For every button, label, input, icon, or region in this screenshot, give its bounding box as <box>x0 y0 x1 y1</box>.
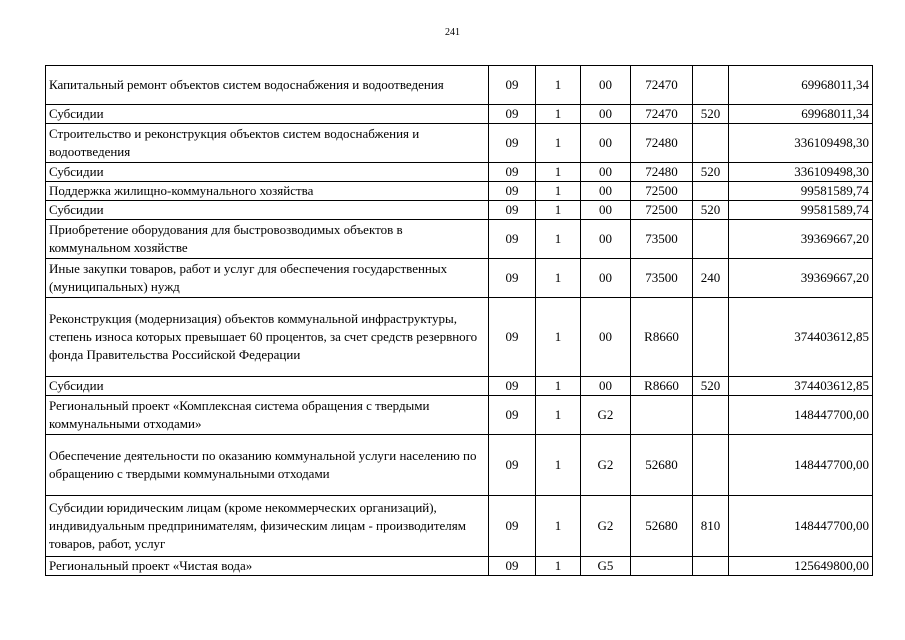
table-row <box>46 66 873 105</box>
table-row <box>46 396 873 435</box>
table-row <box>46 259 873 298</box>
row-vr <box>693 220 729 259</box>
row-csr: 72480 <box>631 163 693 182</box>
row-csr <box>631 396 693 435</box>
row-pr: 1 <box>536 182 581 201</box>
row-rz: 09 <box>489 182 536 201</box>
row-csr <box>631 557 693 576</box>
row-sub: G5 <box>581 557 631 576</box>
row-name: Обеспечение деятельности по оказанию коммунальной услуги населению по обращению с твердыми коммунальными отходами <box>46 435 489 496</box>
row-sub: G2 <box>581 496 631 557</box>
row-csr: 72500 <box>631 182 693 201</box>
row-rz: 09 <box>489 557 536 576</box>
row-vr: 520 <box>693 201 729 220</box>
row-csr: R8660 <box>631 298 693 377</box>
row-pr: 1 <box>536 496 581 557</box>
row-sum: 99581589,74 <box>729 182 873 201</box>
page-number: 241 <box>445 27 460 38</box>
row-rz: 09 <box>489 66 536 105</box>
row-pr: 1 <box>536 435 581 496</box>
row-sum: 336109498,30 <box>729 124 873 163</box>
table-row <box>46 182 873 201</box>
row-vr: 520 <box>693 105 729 124</box>
row-vr <box>693 182 729 201</box>
row-csr: 52680 <box>631 435 693 496</box>
row-csr: 52680 <box>631 496 693 557</box>
row-sum: 69968011,34 <box>729 105 873 124</box>
table-row <box>46 377 873 396</box>
budget-table-body <box>46 66 873 576</box>
row-pr: 1 <box>536 124 581 163</box>
row-name: Субсидии <box>46 163 489 182</box>
table-row <box>46 163 873 182</box>
row-sum: 374403612,85 <box>729 298 873 377</box>
row-pr: 1 <box>536 259 581 298</box>
row-sub: 00 <box>581 377 631 396</box>
row-name: Приобретение оборудования для быстровозводимых объектов в коммунальном хозяйстве <box>46 220 489 259</box>
row-csr: 72470 <box>631 105 693 124</box>
row-rz: 09 <box>489 496 536 557</box>
row-sum: 99581589,74 <box>729 201 873 220</box>
table-row <box>46 435 873 496</box>
row-pr: 1 <box>536 163 581 182</box>
row-rz: 09 <box>489 435 536 496</box>
row-vr: 520 <box>693 163 729 182</box>
row-vr <box>693 298 729 377</box>
row-rz: 09 <box>489 377 536 396</box>
row-csr: 73500 <box>631 259 693 298</box>
row-sub: 00 <box>581 298 631 377</box>
table-row <box>46 496 873 557</box>
row-name: Субсидии <box>46 105 489 124</box>
table-row <box>46 105 873 124</box>
row-sub: 00 <box>581 220 631 259</box>
row-sum: 148447700,00 <box>729 496 873 557</box>
row-name: Субсидии юридическим лицам (кроме некоммерческих организаций), индивидуальным предпринимателям, физическим лицам - производителям товаров, работ, услуг <box>46 496 489 557</box>
row-pr: 1 <box>536 396 581 435</box>
table-row <box>46 201 873 220</box>
row-sub: 00 <box>581 105 631 124</box>
row-pr: 1 <box>536 105 581 124</box>
row-vr <box>693 557 729 576</box>
row-rz: 09 <box>489 396 536 435</box>
row-name: Реконструкция (модернизация) объектов коммунальной инфраструктуры, степень износа которых превышает 60 процентов, за счет средств резервного фонда Правительства Российской Федерации <box>46 298 489 377</box>
row-rz: 09 <box>489 298 536 377</box>
row-sum: 336109498,30 <box>729 163 873 182</box>
row-name: Субсидии <box>46 377 489 396</box>
row-vr <box>693 66 729 105</box>
row-pr: 1 <box>536 557 581 576</box>
row-sum: 69968011,34 <box>729 66 873 105</box>
row-rz: 09 <box>489 259 536 298</box>
row-name: Капитальный ремонт объектов систем водоснабжения и водоотведения <box>46 66 489 105</box>
row-csr: R8660 <box>631 377 693 396</box>
row-sub: 00 <box>581 182 631 201</box>
row-sub: G2 <box>581 396 631 435</box>
row-pr: 1 <box>536 201 581 220</box>
row-vr <box>693 124 729 163</box>
row-pr: 1 <box>536 377 581 396</box>
row-sub: 00 <box>581 259 631 298</box>
row-rz: 09 <box>489 201 536 220</box>
row-name: Субсидии <box>46 201 489 220</box>
row-sub: 00 <box>581 124 631 163</box>
row-sub: 00 <box>581 163 631 182</box>
table-row <box>46 124 873 163</box>
row-vr <box>693 435 729 496</box>
row-vr: 810 <box>693 496 729 557</box>
row-rz: 09 <box>489 220 536 259</box>
row-sum: 39369667,20 <box>729 259 873 298</box>
row-sub: 00 <box>581 201 631 220</box>
row-sum: 125649800,00 <box>729 557 873 576</box>
row-sum: 148447700,00 <box>729 435 873 496</box>
row-sum: 148447700,00 <box>729 396 873 435</box>
row-sub: G2 <box>581 435 631 496</box>
row-name: Иные закупки товаров, работ и услуг для обеспечения государственных (муниципальных) нужд <box>46 259 489 298</box>
row-rz: 09 <box>489 124 536 163</box>
row-csr: 72480 <box>631 124 693 163</box>
budget-table <box>45 65 873 576</box>
row-sum: 374403612,85 <box>729 377 873 396</box>
table-row <box>46 298 873 377</box>
row-vr: 520 <box>693 377 729 396</box>
row-name: Строительство и реконструкция объектов систем водоснабжения и водоотведения <box>46 124 489 163</box>
row-name: Поддержка жилищно-коммунального хозяйства <box>46 182 489 201</box>
row-pr: 1 <box>536 66 581 105</box>
row-sub: 00 <box>581 66 631 105</box>
row-pr: 1 <box>536 220 581 259</box>
row-csr: 73500 <box>631 220 693 259</box>
row-sum: 39369667,20 <box>729 220 873 259</box>
row-rz: 09 <box>489 163 536 182</box>
row-name: Региональный проект «Комплексная система обращения с твердыми коммунальными отходами» <box>46 396 489 435</box>
row-rz: 09 <box>489 105 536 124</box>
row-vr: 240 <box>693 259 729 298</box>
row-vr <box>693 396 729 435</box>
row-name: Региональный проект «Чистая вода» <box>46 557 489 576</box>
table-row <box>46 557 873 576</box>
row-csr: 72500 <box>631 201 693 220</box>
table-row <box>46 220 873 259</box>
row-csr: 72470 <box>631 66 693 105</box>
row-pr: 1 <box>536 298 581 377</box>
